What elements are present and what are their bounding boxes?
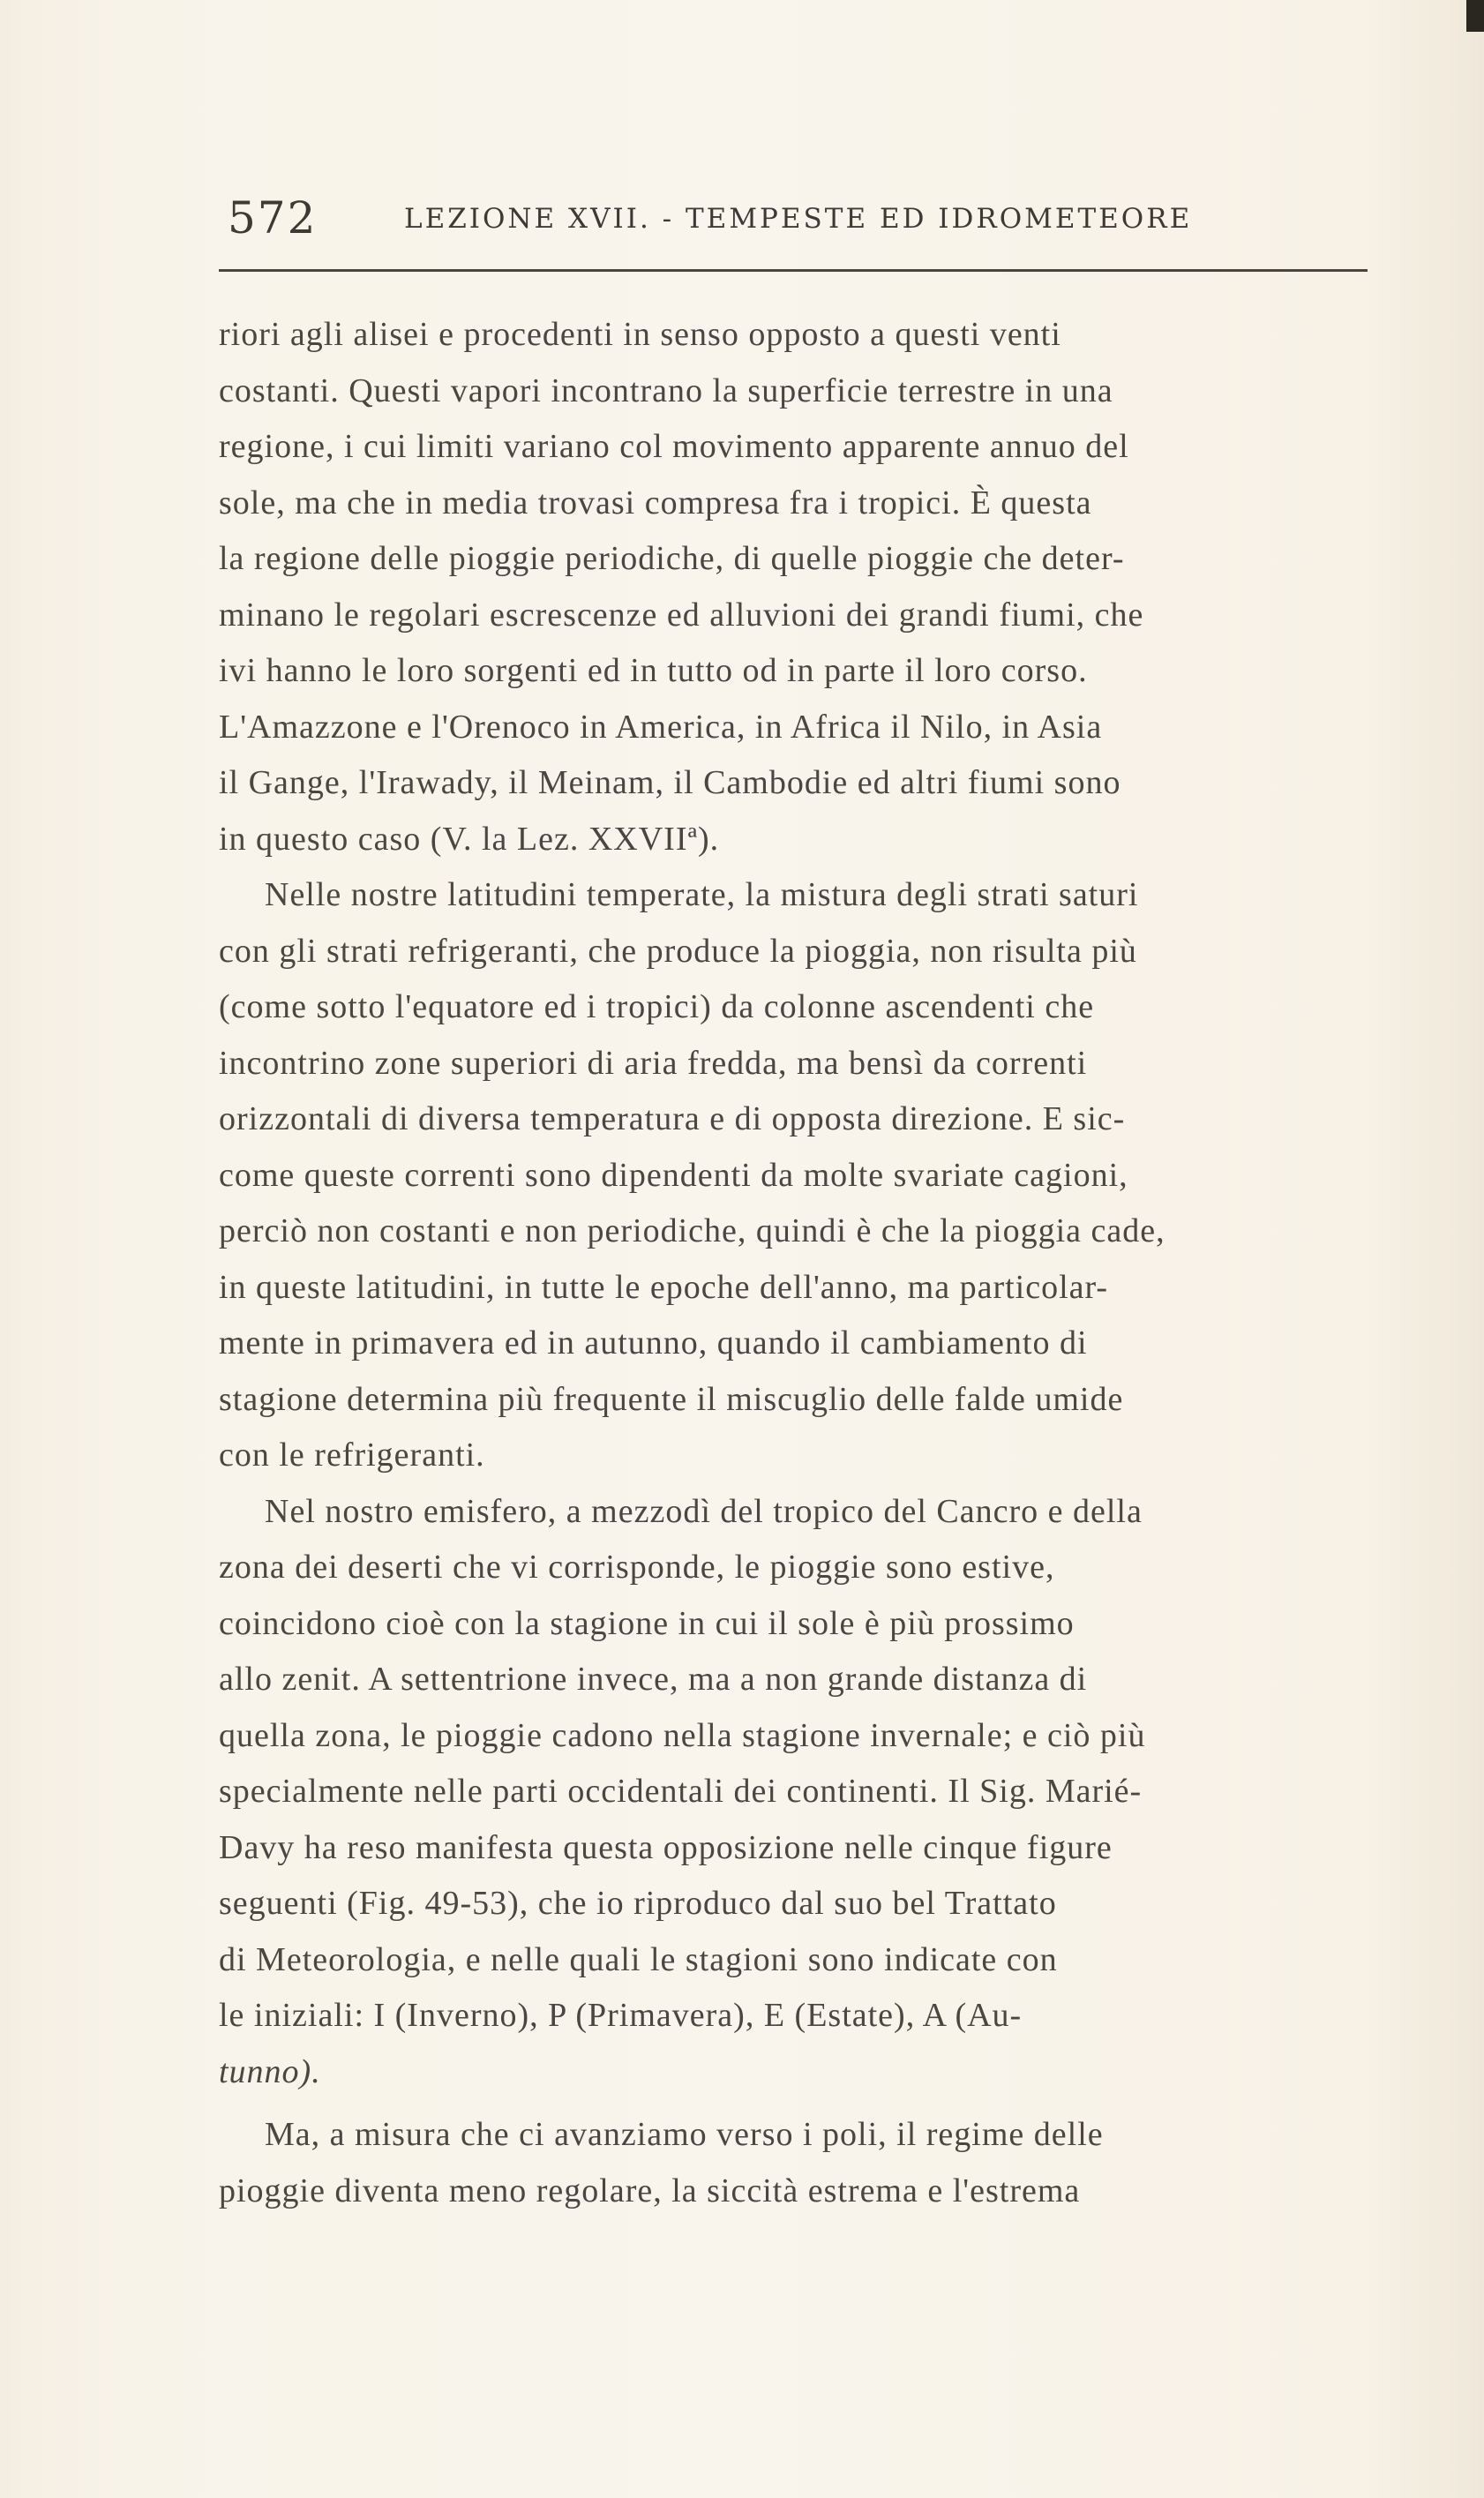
text-line: in questo caso (V. la Lez. XXVIIª). [219,820,720,858]
text-line: perciò non costanti e non periodiche, quindi è che la pioggia cade, [219,1212,1165,1249]
text-line: mente in primavera ed in autunno, quando il cambiamento di [219,1324,1088,1362]
text-line: riori agli alisei e procedenti in senso opposto a questi venti [219,316,1061,353]
text-line: (come sotto l'equatore ed i tropici) da colonne ascendenti che [219,988,1095,1025]
page-number: 572 [228,192,318,244]
body-text [219,307,1359,2219]
paragraph-gap [219,2100,1359,2107]
text-line: costanti. Questi vapori incontrano la superficie terrestre in una [219,371,1113,409]
text-line: sole, ma che in media trovasi compresa fra i tropici. È questa [219,484,1092,521]
text-line: quella zona, le pioggie cadono nella stagione invernale; e ciò più [219,1716,1146,1754]
text-line: zona dei deserti che vi corrisponde, le pioggie sono estive, [219,1549,1055,1586]
text-line: le iniziali: I (Inverno), P (Primavera), E (Estate), A (Au- [219,1997,1023,2034]
paragraph-start-line: Nelle nostre latitudini temperate, la mistura degli strati saturi [265,876,1139,913]
text-line: minano le regolari escrescenze ed alluvioni dei grandi fiumi, che [219,596,1144,634]
text-line: in queste latitudini, in tutte le epoche dell'anno, ma particolar- [219,1268,1109,1306]
text-line: con gli strati refrigeranti, che produce la pioggia, non risulta più [219,932,1137,970]
text-line: di Meteorologia, e nelle quali le stagioni sono indicate con [219,1940,1058,1978]
text-line: pioggie diventa meno regolare, la siccità estrema e l'estrema [219,2172,1081,2209]
text-line: incontrino zone superiori di aria fredda, ma bensì da correnti [219,1044,1088,1082]
text-line: stagione determina più frequente il miscuglio delle falde umide [219,1380,1124,1418]
running-head: LEZIONE XVII. - TEMPESTE ED IDROMETEORE [404,203,1193,235]
text-line: tunno). [219,2052,321,2090]
page-edge-mark [1466,0,1484,32]
text-line: Davy ha reso manifesta questa opposizione nelle cinque figure [219,1828,1113,1866]
paragraph-start-line: Ma, a misura che ci avanziamo verso i poli, il regime delle [265,2116,1104,2153]
text-line: la regione delle pioggie periodiche, di quelle pioggie che deter- [219,540,1125,577]
text-line: coincidono cioè con la stagione in cui il sole è più prossimo [219,1604,1075,1642]
text-line: ivi hanno le loro sorgenti ed in tutto od in parte il loro corso. [219,652,1088,689]
page-header [228,192,1375,245]
paragraph-start-line: Nel nostro emisfero, a mezzodì del tropico del Cancro e della [265,1492,1143,1530]
text-line: seguenti (Fig. 49-53), che io riproduco dal suo bel Trattato [219,1885,1057,1922]
text-line: allo zenit. A settentrione invece, ma a non grande distanza di [219,1661,1088,1698]
text-line: con le refrigeranti. [219,1437,485,1474]
text-line: regione, i cui limiti variano col movimento apparente annuo del [219,428,1129,465]
text-line: il Gange, l'Irawady, il Meinam, il Cambodie ed altri fiumi sono [219,764,1121,801]
text-line: come queste correnti sono dipendenti da molte svariate cagioni, [219,1156,1128,1194]
header-rule [219,269,1368,272]
text-line: L'Amazzone e l'Orenoco in America, in Africa il Nilo, in Asia [219,708,1103,746]
text-line: orizzontali di diversa temperatura e di opposta direzione. E sic- [219,1100,1126,1137]
text-line: specialmente nelle parti occidentali dei continenti. Il Sig. Marié- [219,1773,1143,1810]
